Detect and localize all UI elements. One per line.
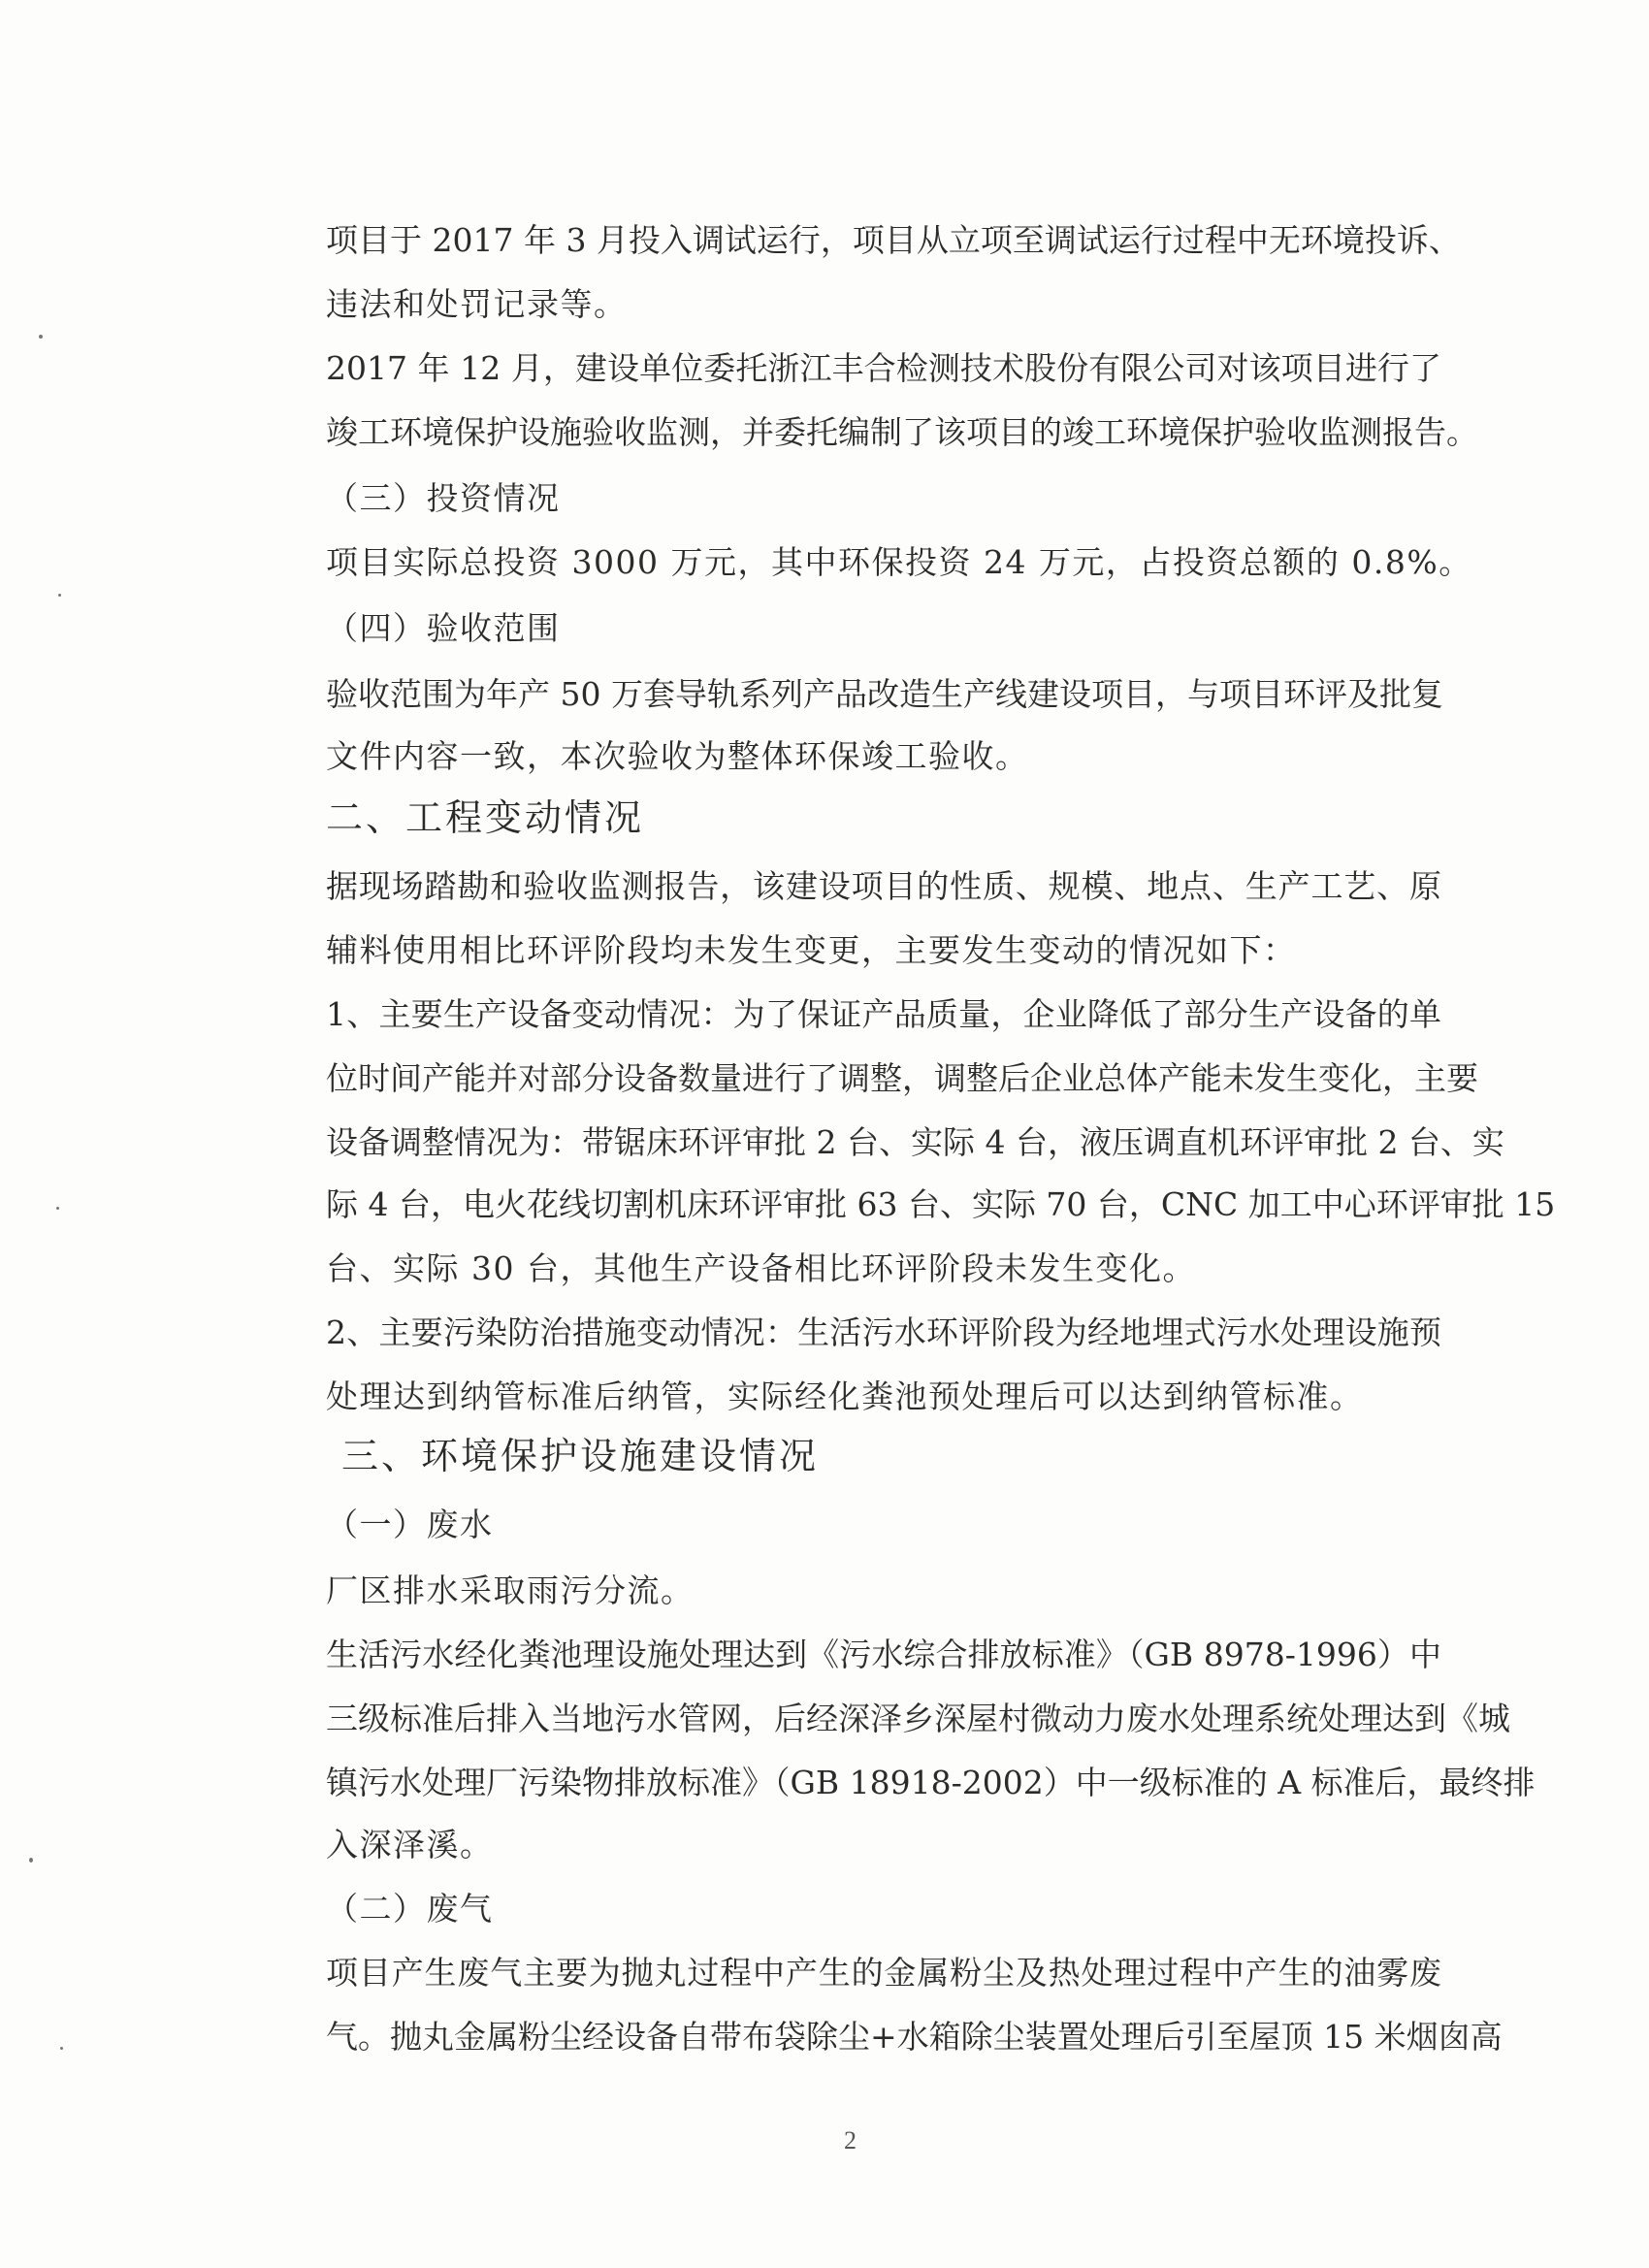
paragraph-line: 项目于 2017 年 3 月投入调试运行，项目从立项至调试运行过程中无环境投诉、 <box>326 221 1461 259</box>
paragraph-line: 项目产生废气主要为抛丸过程中产生的金属粉尘及热处理过程中产生的油雾废 <box>326 1954 1441 1992</box>
subsection-title: （二）废气 <box>326 1890 494 1928</box>
section-heading: 三、环境保护设施建设情况 <box>341 1435 820 1477</box>
paragraph-line: 位时间产能并对部分设备数量进行了调整，调整后企业总体产能未发生变化，主要 <box>326 1059 1478 1097</box>
paragraph-line: 三级标准后排入当地污水管网，后经深泽乡深屋村微动力废水处理系统处理达到《城 <box>326 1700 1510 1737</box>
paragraph-line: 厂区排水采取雨污分流。 <box>326 1571 695 1609</box>
paragraph-line: 处理达到纳管标准后纳管，实际经化粪池预处理后可以达到纳管标准。 <box>326 1377 1364 1415</box>
subsection-title: （四）验收范围 <box>326 609 561 647</box>
scan-speck <box>29 1858 33 1863</box>
paragraph-line: 辅料使用相比环评阶段均未发生变更，主要发生变动的情况如下： <box>326 931 1297 969</box>
paragraph-line: 气。抛丸金属粉尘经设备自带布袋除尘+水箱除尘装置处理后引至屋顶 15 米烟囱高 <box>326 2018 1503 2056</box>
paragraph-line: 违法和处罚记录等。 <box>326 285 628 323</box>
paragraph-line: 竣工环境保护设施验收监测，并委托编制了该项目的竣工环境保护验收监测报告。 <box>326 413 1478 451</box>
paragraph-line: 生活污水经化粪池理设施处理达到《污水综合排放标准》（GB 8978-1996）中 <box>326 1636 1441 1673</box>
subsection-title: （一）废水 <box>326 1506 494 1543</box>
scan-speck <box>60 2047 63 2050</box>
scan-speck <box>58 594 61 597</box>
scan-speck <box>39 335 43 339</box>
paragraph-line: 入深泽溪。 <box>326 1826 494 1863</box>
paragraph-line: 1、主要生产设备变动情况：为了保证产品质量，企业降低了部分生产设备的单 <box>326 995 1441 1033</box>
paragraph-line: 镇污水处理厂污染物排放标准》（GB 18918-2002）中一级标准的 A 标准后，最终排 <box>326 1764 1536 1801</box>
paragraph-line: 台、实际 30 台，其他生产设备相比环评阶段未发生变化。 <box>326 1249 1196 1287</box>
paragraph-line: 项目实际总投资 3000 万元，其中环保投资 24 万元，占投资总额的 0.8%。 <box>326 543 1472 581</box>
subsection-title: （三）投资情况 <box>326 479 561 517</box>
paragraph-line: 据现场踏勘和验收监测报告，该建设项目的性质、规模、地点、生产工艺、原 <box>326 867 1441 905</box>
paragraph-line: 验收范围为年产 50 万套导轨系列产品改造生产线建设项目，与项目环评及批复 <box>326 675 1443 713</box>
paragraph-line: 2、主要污染防治措施变动情况：生活污水环评阶段为经地埋式污水处理设施预 <box>326 1313 1441 1351</box>
paragraph-line: 际 4 台，电火花线切割机床环评审批 63 台、实际 70 台，CNC 加工中心环评审批 15 <box>326 1185 1556 1223</box>
page-number: 2 <box>844 2126 857 2155</box>
paragraph-line: 文件内容一致，本次验收为整体环保竣工验收。 <box>326 737 1029 775</box>
paragraph-line: 设备调整情况为：带锯床环评审批 2 台、实际 4 台，液压调直机环评审批 2 台、实 <box>326 1123 1504 1161</box>
section-heading: 二、工程变动情况 <box>326 796 645 839</box>
paragraph-line: 2017 年 12 月，建设单位委托浙江丰合检测技术股份有限公司对该项目进行了 <box>326 349 1441 387</box>
scan-speck <box>56 1207 59 1210</box>
